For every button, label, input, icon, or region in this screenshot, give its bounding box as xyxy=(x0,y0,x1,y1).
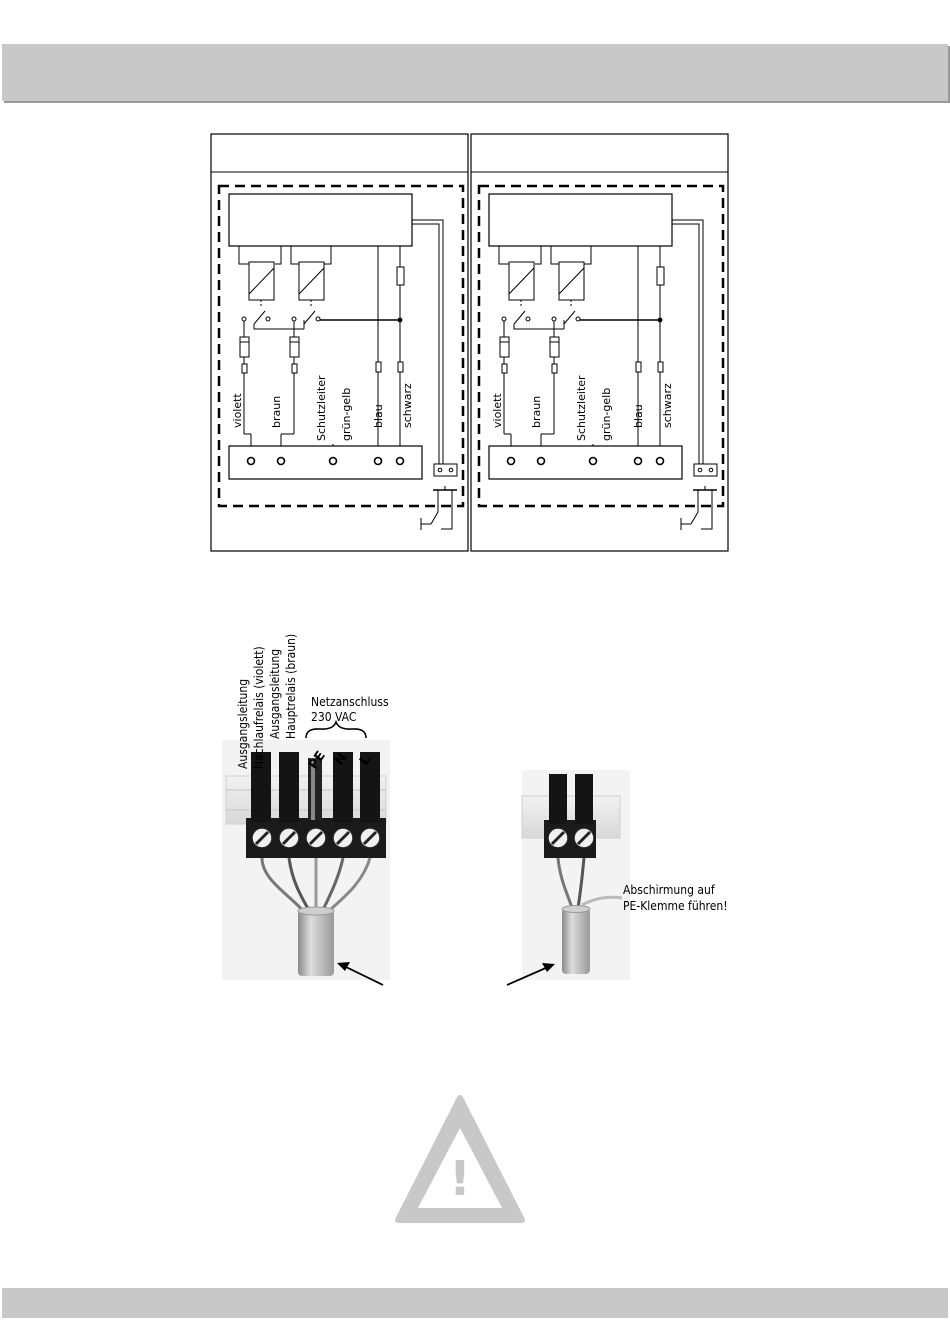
label-ausgangsleitung-2: Ausgangsleitung xyxy=(268,648,282,739)
wire-label-violett: violett xyxy=(491,393,504,428)
label-hauptrelais: Hauptrelais (braun) xyxy=(284,633,298,739)
label-l: L xyxy=(356,752,375,769)
label-nachlaufrelais: Nachlaufrelais (violett) xyxy=(252,646,266,769)
wire-label-blau: blau xyxy=(632,404,645,428)
warning-triangle-icon xyxy=(398,1098,522,1220)
wire-label-schutzleiter: Schutzleiter xyxy=(315,375,328,441)
wire-label-braun: braun xyxy=(270,395,283,428)
label-abschirmung: Abschirmung auf xyxy=(623,883,715,897)
wire-label-gruen-gelb: grün-gelb xyxy=(340,387,353,441)
label-ausgangsleitung-1: Ausgangsleitung xyxy=(236,678,250,769)
label-pe: PE xyxy=(305,748,329,773)
warning-symbol: ! xyxy=(449,1151,471,1207)
label-pe-klemme: PE-Klemme führen! xyxy=(623,899,728,913)
wire-label-schutzleiter: Schutzleiter xyxy=(575,375,588,441)
label-230vac: 230 VAC xyxy=(311,710,357,724)
wire-label-braun: braun xyxy=(530,395,543,428)
wire-label-schwarz: schwarz xyxy=(401,383,414,428)
label-n: N xyxy=(331,750,351,769)
label-netzanschluss: Netzanschluss xyxy=(311,695,389,709)
wire-label-schwarz: schwarz xyxy=(661,383,674,428)
wire-label-gruen-gelb: grün-gelb xyxy=(600,387,613,441)
wire-label-blau: blau xyxy=(372,404,385,428)
wire-label-violett: violett xyxy=(231,393,244,428)
